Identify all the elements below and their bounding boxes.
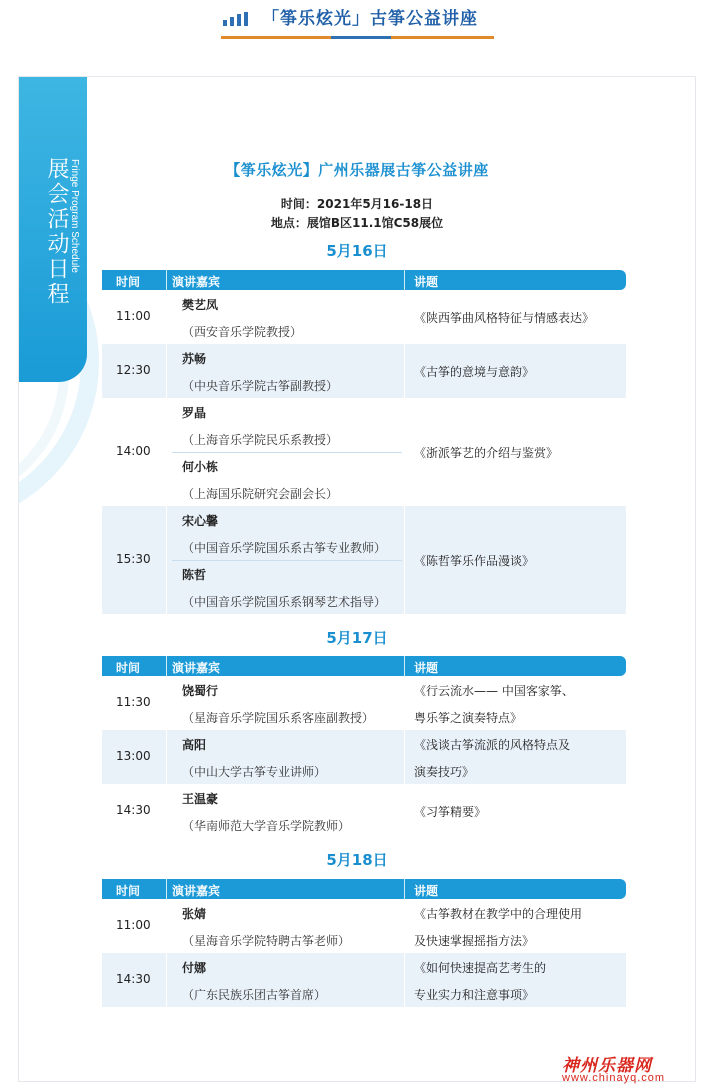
speaker-name: 罗晶 [182,406,207,420]
table-row [102,290,626,344]
day-title: 5月18日 [326,851,388,869]
header-speaker: 演讲嘉宾 [172,275,221,289]
speaker-name: 高阳 [182,738,207,752]
document-title: 【筝乐炫光】广州乐器展古筝公益讲座 [225,161,489,179]
speaker-title: （星海音乐学院国乐系客座副教授） [182,711,375,725]
session-time: 14:00 [116,444,151,458]
header-topic: 讲题 [414,884,439,898]
session-topic: 《浅谈古筝流派的风格特点及 [414,738,571,752]
column-divider [404,656,405,676]
header-topic: 讲题 [414,275,439,289]
session-topic: 《习筝精要》 [414,805,487,819]
header-time: 时间 [116,275,141,289]
speaker-name: 樊艺凤 [182,298,219,312]
session-time: 11:00 [116,918,151,932]
header-topic: 讲题 [414,661,439,675]
speaker-divider [172,560,402,561]
table-row [102,899,626,953]
session-topic: 《古筝教材在教学中的合理使用 [414,907,583,921]
column-divider [404,398,405,506]
header-title: 「筝乐炫光」古筝公益讲座 [262,9,478,29]
column-divider [404,953,405,1007]
column-divider [404,344,405,398]
speaker-title: （广东民族乐团古筝首席） [182,988,327,1002]
watermark-url: www.chinayq.com [562,1072,666,1084]
column-divider [404,506,405,614]
column-divider [166,506,167,614]
speaker-divider [172,452,402,453]
speaker-name: 苏畅 [182,352,207,366]
column-divider [404,784,405,838]
speaker-name: 饶蜀行 [182,684,219,698]
side-title-cn: 展会活动日程 [44,157,69,307]
table-row [102,506,626,614]
header-time: 时间 [116,884,141,898]
speaker-name: 宋心馨 [182,514,219,528]
header-speaker: 演讲嘉宾 [172,661,221,675]
schedule-table [102,879,626,1007]
column-divider [166,899,167,953]
session-time: 11:30 [116,695,151,709]
column-divider [166,784,167,838]
schedule-table [102,270,626,614]
column-divider [166,398,167,506]
speaker-title: （星海音乐学院特聘古筝老师） [182,934,351,948]
column-divider [404,290,405,344]
table-row [102,676,626,730]
column-divider [404,730,405,784]
column-divider [404,879,405,899]
column-divider [166,730,167,784]
watermark-logo: 神州乐器网 [562,1056,652,1076]
session-topic: 及快速掌握摇指方法》 [414,934,535,948]
header-time: 时间 [116,661,141,675]
table-header [102,879,626,899]
session-time: 11:00 [116,309,151,323]
speaker-name: 付娜 [182,961,207,975]
speaker-name: 张婧 [182,907,207,921]
column-divider [166,879,167,899]
session-time: 12:30 [116,363,151,377]
session-time: 14:30 [116,803,151,817]
column-divider [404,270,405,290]
speaker-title: （华南师范大学音乐学院教师） [182,819,351,833]
column-divider [166,344,167,398]
column-divider [404,899,405,953]
session-topic: 《浙派筝艺的介绍与鉴赏》 [414,446,559,460]
speaker-title: （西安音乐学院教授） [182,325,303,339]
table-row [102,953,626,1007]
speaker-title: （中山大学古筝专业讲师） [182,765,327,779]
header-rule-orange-right [391,36,494,39]
session-topic: 《行云流水—— 中国客家筝、 [414,684,574,698]
page-header [0,0,708,50]
speaker-name: 何小栋 [182,460,219,474]
schedule-card [18,76,696,1082]
column-divider [166,270,167,290]
header-rule-blue [331,36,391,39]
speaker-title: （上海音乐学院民乐系教授） [182,433,339,447]
header-rule-orange-left [221,36,331,39]
column-divider [166,676,167,730]
session-time: 15:30 [116,552,151,566]
session-topic: 《古筝的意境与意韵》 [414,365,535,379]
speaker-title: （上海国乐院研究会副会长） [182,487,339,501]
session-topic: 《陈哲筝乐作品漫谈》 [414,554,535,568]
session-topic: 专业实力和注意事项》 [414,988,535,1002]
event-place: 地点：展馆B区11.1馆C58展位 [270,216,444,230]
session-time: 14:30 [116,972,151,986]
speaker-title: （中央音乐学院古筝副教授） [182,379,339,393]
table-row [102,784,626,838]
signal-bars-icon [223,12,249,26]
table-header [102,656,626,676]
header-speaker: 演讲嘉宾 [172,884,221,898]
speaker-name: 王温豪 [182,792,219,806]
session-topic: 《陕西筝曲风格特征与情感表达》 [414,311,595,325]
column-divider [166,953,167,1007]
session-topic: 《如何快速提高艺考生的 [414,961,547,975]
session-topic: 演奏技巧》 [414,765,475,779]
table-row [102,344,626,398]
speaker-title: （中国音乐学院国乐系钢琴艺术指导） [182,595,387,609]
table-row [102,730,626,784]
session-time: 13:00 [116,749,151,763]
event-time: 时间：2021年5月16-18日 [280,197,434,211]
day-title: 5月17日 [326,629,388,647]
table-header [102,270,626,290]
day-title: 5月16日 [326,242,388,260]
column-divider [166,656,167,676]
table-row [102,398,626,506]
speaker-name: 陈哲 [182,568,207,582]
column-divider [404,676,405,730]
side-title-en: Fringe Program Schedule [69,159,80,273]
speaker-title: （中国音乐学院国乐系古筝专业教师） [182,541,387,555]
session-topic: 粤乐筝之演奏特点》 [414,711,523,725]
column-divider [166,290,167,344]
schedule-table [102,656,626,838]
